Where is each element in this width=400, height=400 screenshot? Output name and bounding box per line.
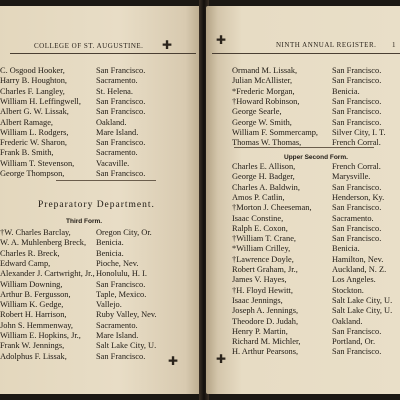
student-name: *Frederic Morgan, [232,86,295,96]
student-name: Albert Ramage, [0,117,54,127]
student-name: Harry B. Houghton, [0,76,67,86]
fleuron-ornament: ✚ [216,33,227,47]
student-hometown: San Francisco. [332,76,382,86]
student-hometown: Stockton. [332,285,364,295]
student-hometown: Mare Island. [96,331,139,340]
student-name: Thomas W. Thomas, [232,138,302,148]
student-hometown: San Francisco. [96,138,146,148]
student-name: Charles A. Baldwin, [232,182,300,192]
student-hometown: Silver City, I. T. [332,127,386,137]
student-name: Frank W. Jennings, [0,341,65,351]
student-name: Richard M. Michler, [232,337,301,347]
student-hometown: San Francisco. [332,96,382,106]
left-page [0,6,202,394]
student-hometown: Sacramento. [96,76,138,86]
section-divider [56,180,156,181]
student-hometown: Sacramento. [332,213,374,223]
student-name: William K. Gedge, [0,300,64,310]
student-name: Charles E. Allison, [232,162,296,171]
student-name: †W. Charles Barclay, [0,228,71,237]
student-hometown: Salt Lake City, U. [96,341,157,351]
student-name: Alexander J. Cartwright, Jr., [0,269,95,279]
student-hometown: San Francisco. [96,169,146,178]
header-rule [10,53,196,54]
student-name: Frederic W. Sharon, [0,138,67,148]
student-hometown: San Francisco. [96,66,146,75]
student-hometown: San Francisco. [332,326,382,336]
student-hometown: San Francisco. [96,279,146,289]
student-name: George W. Smith, [232,117,292,127]
student-hometown: San Francisco. [332,117,382,127]
student-hometown: Hamilton, Nev. [332,254,384,264]
student-name: James V. Hayes, [232,275,287,285]
student-hometown: San Francisco. [96,96,146,106]
student-hometown: Sacramento. [96,320,138,330]
student-name: Edward Camp, [0,258,51,268]
student-name: George Thompson, [0,169,65,178]
student-hometown: Benicia. [332,86,360,96]
student-hometown: Benicia. [96,238,124,248]
student-hometown: San Francisco. [332,107,382,117]
student-name: †Howard Robinson, [232,96,300,106]
student-name: †Lawrence Doyle, [232,254,294,264]
student-name: H. Arthur Pearsons, [232,347,299,357]
student-hometown: Oakland. [96,117,127,127]
student-hometown: Oregon City, Or. [96,228,152,237]
student-hometown: Los Angeles. [332,275,376,285]
student-name: Amos P. Catlin, [232,192,285,202]
student-hometown: French Corral. [332,138,381,148]
form-title: Upper Second Form. [284,154,348,161]
student-hometown: Benicia. [332,244,360,254]
page-number: 1 [392,41,396,49]
fleuron-ornament: ✚ [162,38,173,52]
student-name: William E. Hopkins, Jr., [0,331,81,340]
student-name: Robert H. Harrison, [0,310,67,320]
student-name: George Searle, [232,107,282,117]
student-name: Charles F. Langley, [0,86,65,96]
student-name: Isaac Constine, [232,213,284,223]
student-name: William Downing, [0,279,63,289]
student-name: William T. Stevenson, [0,158,75,168]
student-name: Adolphus F. Lissak, [0,351,67,361]
student-name: George H. Badger, [232,172,295,182]
student-name: Robert Graham, Jr., [232,265,298,274]
student-name: Ormand M. Lissak, [232,66,298,75]
student-name: Joseph A. Jennings, [232,306,299,316]
student-name: William F. Sommercamp, [232,127,318,137]
fleuron-ornament: ✚ [216,352,227,366]
student-name: C. Osgood Hooker, [0,66,65,75]
student-hometown: Portland, Or. [332,337,376,347]
student-hometown: San Francisco. [332,223,382,233]
right-running-header: NINTH ANNUAL REGISTER. [276,41,377,49]
student-hometown: San Francisco. [332,66,382,75]
student-name: †Morton J. Cheeseman, [232,203,312,213]
student-hometown: Vallejo. [96,300,122,310]
student-hometown: Henderson, Ky. [332,192,385,202]
student-hometown: Ruby Valley, Nev. [96,310,157,320]
student-hometown: San Francisco. [332,234,382,244]
right-page [206,6,400,394]
student-name: Julian McAllister, [232,76,293,86]
student-hometown: Auckland, N. Z. [332,265,387,274]
student-hometown: Benicia. [96,248,124,258]
department-title: Preparatory Department. [38,200,155,210]
student-hometown: Salt Lake City, U. [332,306,393,316]
left-running-header: COLLEGE OF ST. AUGUSTINE. [34,42,144,50]
student-name: William L. Rodgers, [0,127,69,137]
student-hometown: Oakland. [332,316,363,326]
student-hometown: San Francisco. [332,203,382,213]
student-hometown: Taple, Mexico. [96,289,147,299]
student-hometown: San Francisco. [332,182,382,192]
header-rule [212,53,400,54]
student-name: Henry P. Martin, [232,326,288,336]
student-hometown: Sacramento. [96,148,138,158]
student-hometown: Mare Island. [96,127,139,137]
student-hometown: Vacaville. [96,158,130,168]
student-name: †William T. Crane, [232,234,297,244]
student-name: *William Crilley, [232,244,291,254]
student-hometown: San Francisco. [96,107,146,117]
student-hometown: Salt Lake City, U. [332,295,393,305]
student-name: Theodore D. Judah, [232,316,299,326]
student-name: Isaac Jennings, [232,295,283,305]
student-hometown: Honolulu, H. I. [96,269,147,279]
student-hometown: Pioche, Nev. [96,258,139,268]
student-name: Charles R. Breck, [0,248,60,258]
student-name: William H. Leffingwell, [0,96,81,106]
student-hometown: French Corral. [332,162,381,171]
student-hometown: Marysville. [332,172,371,182]
form-title: Third Form. [66,218,103,225]
fleuron-ornament: ✚ [168,354,179,368]
student-name: John S. Hemmenway, [0,320,73,330]
student-hometown: St. Helena. [96,86,133,96]
student-name: Ralph E. Coxon, [232,223,288,233]
student-name: W. A. Muhlenberg Breck, [0,238,87,248]
section-divider [234,147,374,148]
student-hometown: San Francisco. [96,351,146,361]
student-name: Frank B. Smith, [0,148,54,158]
student-name: Albert G. W. Lissak, [0,107,69,117]
student-hometown: San Francisco. [332,347,382,357]
student-name: †H. Floyd Hewitt, [232,285,293,295]
student-name: Arthur B. Fergusson, [0,289,71,299]
